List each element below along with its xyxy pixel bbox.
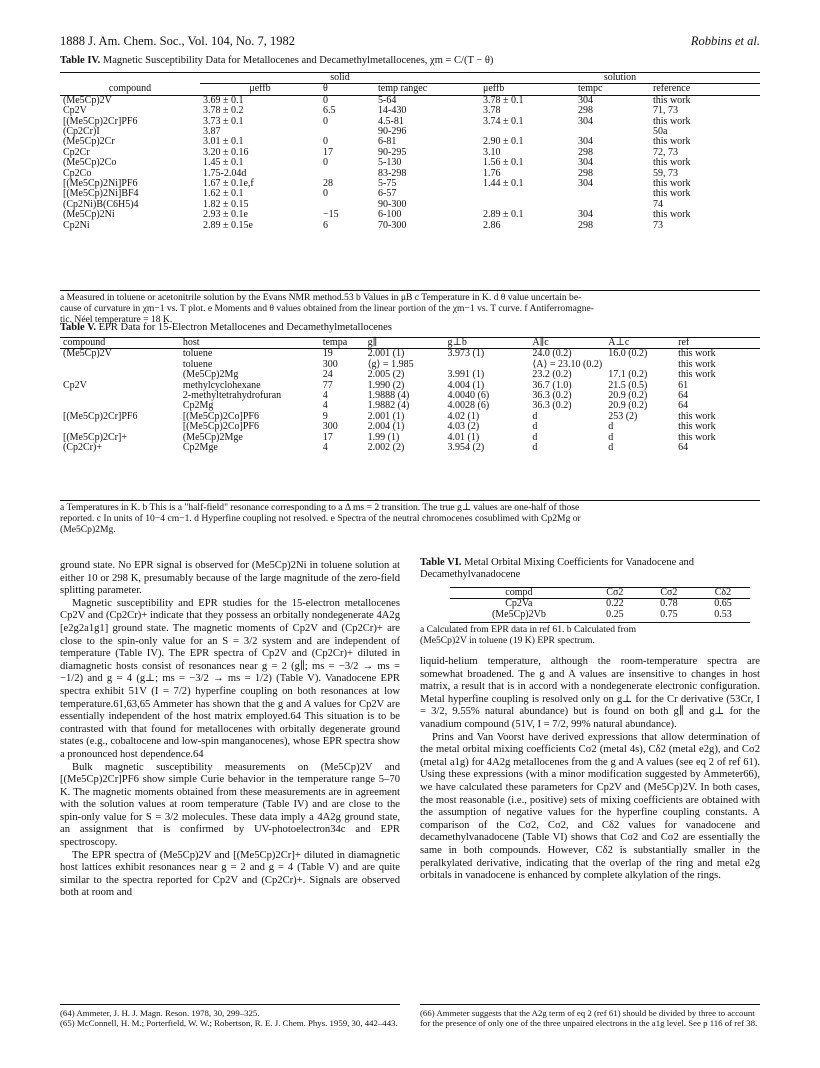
table4-cell: 0 <box>323 157 328 169</box>
table5-cell: Cp2Mg <box>182 400 214 412</box>
table4-cell: 304 <box>578 157 593 169</box>
table5-cell: 300 <box>322 358 338 370</box>
table5-cell: 2.005 (2) <box>367 369 405 381</box>
table4-cell: 14-430 <box>378 105 407 117</box>
table5-cell: Cp2V <box>63 379 87 391</box>
table5-cell: 3.973 (1) <box>447 348 485 360</box>
reference-entry: (66) Ammeter suggests that the A2g term of eq 2 (ref 61) should be divided by three to account for the presence of only one of the three unpaired electrons in the a1g level. See p 116 of ref 38. <box>420 1008 758 1029</box>
table4-cell: Cp2Cr <box>63 146 90 158</box>
table5-footnote: (Me5Cp)2Mg. <box>60 524 116 535</box>
table4-footnote: a Measured in toluene or acetonitrile solution by the Evans NMR method.53 b Values in μB c Temperature in K. d θ value uncertain be- <box>60 292 582 303</box>
table4-cell: this work <box>653 209 691 221</box>
table5-cell: 4.0040 (6) <box>447 390 490 402</box>
table4-cell: this work <box>653 188 691 200</box>
table5-cell: 24 <box>322 369 333 381</box>
table4-cell: (Cp2Cr)I <box>63 126 100 138</box>
table5-column-header: compound <box>63 337 106 348</box>
table5-cell: 64 <box>678 390 689 402</box>
table5-cell: this work <box>678 348 716 360</box>
table4-cell: this work <box>653 136 691 148</box>
table4-cell: 1.45 ± 0.1 <box>203 157 244 169</box>
table5-cell: 4.02 (1) <box>447 410 480 422</box>
table6-header-row <box>450 588 750 599</box>
table4-cell: 2.89 ± 0.15e <box>203 219 253 231</box>
col-temp: tempc <box>578 83 603 95</box>
table5-title: EPR Data for 15-Electron Metallocenes and Decamethylmetallocenes <box>98 322 392 333</box>
table4-cell: 2.90 ± 0.1 <box>483 136 524 148</box>
table6 <box>450 587 750 620</box>
table4-cell: 5-64 <box>378 94 397 106</box>
table4-footnotes <box>60 292 760 325</box>
right-column-text <box>420 656 760 883</box>
table6-row <box>450 610 750 620</box>
table4-bottom-rule <box>60 290 760 291</box>
table5-cell: d <box>608 442 614 454</box>
left-column-text <box>60 560 400 900</box>
table4-cell: 1.44 ± 0.1 <box>483 178 524 190</box>
table4-cell: 3.69 ± 0.1 <box>203 94 244 106</box>
table5-row <box>60 443 760 453</box>
table5-cell: 64 <box>678 400 689 412</box>
table6-bottom-rule <box>450 622 750 623</box>
table5-cell: 253 (2) <box>608 410 638 422</box>
table5-cell: 4.0028 (6) <box>447 400 490 412</box>
table4-cell: 90-295 <box>378 146 407 158</box>
table4-cell: 83-298 <box>378 167 407 179</box>
table4-cell: 1.82 ± 0.15 <box>203 198 249 210</box>
table4-cell: 3.78 ± 0.2 <box>203 105 244 117</box>
table5-row <box>60 433 760 443</box>
col-reference: reference <box>653 83 691 95</box>
body-paragraph: Prins and Van Voorst have derived expressions that allow determination of the metal orbital mixing coefficients Cσ2 (metal 4s), Cδ2 (metal e2g), and Cσ2 (metal a1g) for 4A2g metallocenes from the g and A values (see eq 2 of ref 61). Using these expressions (with a minor modification suggested by Ammeter66), we have calculated these parameters for Cp2V and (Me5Cp)2V. In both cases, the most reasonable (i.e., positive) sets of mixing coefficients are obtained with the assumption of negative values for the hyperfine coupling constants. A comparison of the Cσ2, Cσ2, and Cδ2 values for vanadocene and decamethylvanadocene (Table VI) shows that Cσ2 and Cσ2 are essentially the same in both compounds. However, Cδ2 is substantially smaller in the peralkylated derivative, indicating that the overlap of the ring and metal e2g orbitals in vanadocene is enhanced by complete alkylation of the rings. <box>420 731 760 882</box>
table5-cell: 1.9882 (4) <box>367 400 410 412</box>
table5-row <box>60 381 760 391</box>
table5-cell: 4.004 (1) <box>447 379 485 391</box>
table5-cell: (Me5Cp)2V <box>63 348 112 360</box>
table6-footnote: a Calculated from EPR data in ref 61. b Calculated from <box>420 624 637 635</box>
table4-cell: 73 <box>653 219 663 231</box>
table4-cell: 1.67 ± 0.1e,f <box>203 178 254 190</box>
table5-cell: 4 <box>322 390 328 402</box>
table5-cell: 3.954 (2) <box>447 442 485 454</box>
table4-cell: 6-81 <box>378 136 397 148</box>
table5-cell: 1.99 (1) <box>367 431 400 443</box>
table4-cell: 298 <box>578 167 593 179</box>
table5-cell: 24.0 (0.2) <box>532 348 572 360</box>
table5-cell: 64 <box>678 442 689 454</box>
table5-cell: d <box>608 431 614 443</box>
table4-cell: 1.62 ± 0.1 <box>203 188 244 200</box>
table4-cell: 0 <box>323 94 328 106</box>
table5-cell: 1.9888 (4) <box>367 390 410 402</box>
table4-cell: −15 <box>323 209 339 221</box>
table5-column-header: tempa <box>322 337 348 348</box>
table4-cell: 5-130 <box>378 157 402 169</box>
table4-cell: 3.87 <box>203 126 221 138</box>
table5-cell: 9 <box>322 410 328 422</box>
table5-cell: 4.01 (1) <box>447 431 480 443</box>
table4-cell: 2.86 <box>483 219 501 231</box>
table6-cell: 0.78 <box>660 598 678 610</box>
table5-row <box>60 391 760 401</box>
table5-row <box>60 370 760 380</box>
table4-footnote: tic. Néel temperature = 18 K. <box>60 314 173 325</box>
table5-cell: ⟨A⟩ = 23.10 (0.2) <box>532 358 603 370</box>
group-solid: solid <box>200 73 480 84</box>
table4-cell: 3.78 ± 0.1 <box>483 94 524 106</box>
table5-cell: 77 <box>322 379 333 391</box>
table4-cell: 304 <box>578 209 593 221</box>
table4-cell: 70-300 <box>378 219 407 231</box>
table5-column-header: host <box>182 337 200 348</box>
table5-cell: (Me5Cp)2Mge <box>182 431 243 443</box>
table6-column-header: Cσ2 <box>606 587 624 598</box>
table5-bottom-rule <box>60 500 760 501</box>
table6-footnotes <box>420 624 760 646</box>
table4-label: Table IV. <box>60 55 101 66</box>
table6-body <box>450 599 750 620</box>
table4-cell: Cp2Ni <box>63 219 90 231</box>
table4-cell: 2.93 ± 0.1e <box>203 209 248 221</box>
table4 <box>60 72 760 231</box>
table4-cell: 28 <box>323 178 333 190</box>
table4-title: Magnetic Susceptibility Data for Metallocenes and Decamethylmetallocenes, χm = C/(T − θ) <box>102 55 494 66</box>
table5-cell: this work <box>678 431 716 443</box>
table5-cell: 19 <box>322 348 333 360</box>
table5-cell: 17 <box>322 431 333 443</box>
table6-column-header: compd <box>505 587 533 598</box>
table4-cell: (Me5Cp)2V <box>63 94 112 106</box>
table4-cell: 304 <box>578 115 593 127</box>
body-paragraph: Magnetic susceptibility and EPR studies for the 15-electron metallocenes Cp2V and (Cp2Cr)+ indicate that they possess an orbitally nondegenerate 4A2g [e2g2a1g1] ground state. The magnetic moments of Cp2V and (Cp2Cr)+ are close to the spin-only value for an S = 3/2 system and are independent of temperature (Table IV). The EPR spectra of Cp2V and (Cp2Cr)+ diluted in diamagnetic hosts consist of resonances near g = 2 (g∥; ms = −3/2 → ms = −1/2) and g = 4 (g⊥; ms = −3/2 → ms = 1/2) (Table V). Vanadocene EPR spectra exhibit 51V (I = 7/2) hyperfine coupling on both resonances at low temperature.61,63,65 Ammeter has shown that the g and A values for Cp2V are essentially independent of the host matrix employed.64 This situation is to be contrasted with that found for metallocenes with orbitally degenerate ground states (e.g., cobaltocene and low-spin manganocenes), whose EPR spectra show a pronounced host dependence.64 <box>60 597 400 760</box>
table4-cell: 3.73 ± 0.1 <box>203 115 244 127</box>
table5-cell: [(Me5Cp)2Cr]PF6 <box>63 410 138 422</box>
table5-cell: 36.3 (0.2) <box>532 390 572 402</box>
table5-column-header: ref <box>678 337 690 348</box>
table5-cell: 4 <box>322 400 328 412</box>
table4-cell: 304 <box>578 94 593 106</box>
col-mueff-solution: μeffb <box>483 83 505 95</box>
table4-body <box>60 95 760 231</box>
table4-cell: 298 <box>578 146 593 158</box>
table4-cell: (Cp2Ni)B(C6H5)4 <box>63 198 139 210</box>
table5-cell: ⟨g⟩ = 1.985 <box>367 358 414 370</box>
table5-cell: (Me5Cp)2Mg <box>182 369 239 381</box>
table5-cell: 2.001 (1) <box>367 410 405 422</box>
table5-cell <box>60 391 180 401</box>
table4-cell: (Me5Cp)2Cr <box>63 136 115 148</box>
table5-column-header: g⊥b <box>447 337 467 348</box>
table5-cell: d <box>532 410 538 422</box>
table5-cell: this work <box>678 358 716 370</box>
table5-footnotes <box>60 502 760 535</box>
table5-column-header: A∥c <box>532 337 549 348</box>
table4-cell: 298 <box>578 105 593 117</box>
table5-cell: 3.991 (1) <box>447 369 485 381</box>
table5-row <box>60 401 760 411</box>
table4-cell: 304 <box>578 136 593 148</box>
table4-cell: 1.75-2.04d <box>203 167 247 179</box>
table4-cell: 90-300 <box>378 198 407 210</box>
table4-cell: 6.5 <box>323 105 336 117</box>
table4-cell: 0 <box>323 188 328 200</box>
table4-cell: 59, 73 <box>653 167 678 179</box>
table4-cell: 304 <box>578 178 593 190</box>
table6-column-header: Cσ2 <box>660 587 678 598</box>
table5-column-header: A⊥c <box>608 337 630 348</box>
table6-cell: Cp2Va <box>505 598 533 610</box>
table4-cell <box>480 189 575 199</box>
table4-cell: 0 <box>323 115 328 127</box>
table4-cell: 74 <box>653 198 663 210</box>
table6-cell: 0.75 <box>660 608 678 620</box>
references-left <box>60 1008 400 1028</box>
table5-row <box>60 422 760 432</box>
table5-cell: this work <box>678 369 716 381</box>
references-right <box>420 1008 760 1028</box>
table5-cell: 17.1 (0.2) <box>608 369 648 381</box>
table6-cell: 0.65 <box>714 598 732 610</box>
col-theta: θ <box>323 83 328 95</box>
refs-right-rule <box>420 1004 760 1005</box>
table5-cell: 4 <box>322 442 328 454</box>
table4-cell: 6-57 <box>378 188 397 200</box>
table6-cell: 0.53 <box>714 608 732 620</box>
table6-caption <box>420 557 760 581</box>
table5-cell: this work <box>678 410 716 422</box>
reference-entry: (64) Ammeter, J. H. J. Magn. Reson. 1978, 30, 299–325. <box>60 1008 260 1018</box>
table6-cell: (Me5Cp)2Vb <box>491 608 546 620</box>
table4-cell: [(Me5Cp)2Ni]PF6 <box>63 178 138 190</box>
table5-cell: 4.03 (2) <box>447 421 480 433</box>
table4-caption <box>60 55 760 66</box>
table5-cell: Cp2Mge <box>182 442 218 454</box>
table5-cell: 2-methyltetrahydrofuran <box>182 390 282 402</box>
table5-header-row <box>60 338 760 349</box>
table4-cell: 298 <box>578 219 593 231</box>
group-solution: solution <box>480 73 760 84</box>
table4-cell: 2.89 ± 0.1 <box>483 209 524 221</box>
table4-cell: this work <box>653 157 691 169</box>
table5-cell: 1.990 (2) <box>367 379 405 391</box>
table4-cell: [(Me5Cp)2Ni]BF4 <box>63 188 139 200</box>
table4-cell: (Me5Cp)2Co <box>63 157 117 169</box>
table5-cell: methylcyclohexane <box>182 379 261 391</box>
table4-cell <box>320 127 375 137</box>
table4-cell: 50a <box>653 126 668 138</box>
table6-title: Metal Orbital Mixing Coefficients for Vanadocene and <box>464 557 695 568</box>
refs-left-rule <box>60 1004 400 1005</box>
table5-cell: 23.2 (0.2) <box>532 369 572 381</box>
table4-cell: 72, 73 <box>653 146 678 158</box>
table4-cell: 90-296 <box>378 126 407 138</box>
table5-cell: 36.3 (0.2) <box>532 400 572 412</box>
table5 <box>60 337 760 453</box>
table5-row <box>60 360 760 370</box>
table6-title-line2: Decamethylvanadocene <box>420 569 521 580</box>
table6-column-header: Cδ2 <box>714 587 732 598</box>
table4-cell: Cp2Co <box>63 167 92 179</box>
table4-cell: 4.5-81 <box>378 115 404 127</box>
table5-column-header: g∥ <box>367 337 378 348</box>
table5-cell: 61 <box>678 379 689 391</box>
table5-cell: toluene <box>182 358 213 370</box>
table4-cell: this work <box>653 178 691 190</box>
body-paragraph: liquid-helium temperature, although the room-temperature spectra are somewhat broadened. The g and A values are insensitive to changes in host matrix, a result that is in accord with a nondegenerate electronic configuration. Metal hyperfine coupling is resolved only on g⊥ for the Cr derivative (53Cr, I = 3/2, 9.55% natural abundance) but is found on both g∥ and g⊥ for the vanadium compound (51V, I = 7/2, 99% natural abundance). <box>420 656 760 730</box>
table5-cell: d <box>532 431 538 443</box>
table4-cell: [(Me5Cp)2Cr]PF6 <box>63 115 138 127</box>
table5-cell: this work <box>678 421 716 433</box>
table6-cell: 0.25 <box>606 608 624 620</box>
table5-footnote: a Temperatures in K. b This is a "half-field" resonance corresponding to a Δ ms = 2 transition. The true g⊥ values are one-half of those <box>60 502 580 513</box>
table4-cell: 3.10 <box>483 146 501 158</box>
table4-cell: 1.56 ± 0.1 <box>483 157 524 169</box>
table4-cell: this work <box>653 115 691 127</box>
table4-cell: 3.01 ± 0.1 <box>203 136 244 148</box>
table5-cell: 20.9 (0.2) <box>608 400 648 412</box>
table4-cell: 0 <box>323 136 328 148</box>
table4-cell: 6 <box>323 219 328 231</box>
header-authors: Robbins et al. <box>690 34 760 48</box>
table5-cell: 21.5 (0.5) <box>608 379 648 391</box>
table5-footnote: reported. c In units of 10−4 cm−1. d Hyperfine coupling not resolved. e Spectra of the neutral chromocenes cosublimed with Cp2Mg or <box>60 513 581 524</box>
table5-cell: toluene <box>182 348 213 360</box>
table5-row <box>60 412 760 422</box>
body-paragraph: ground state. No EPR signal is observed for (Me5Cp)2Ni in toluene solution at either 10 or 298 K, presumably because of the large magnitude of the zero-field splitting parameter. <box>60 560 400 597</box>
table5-cell: 300 <box>322 421 338 433</box>
table4-cell: 71, 73 <box>653 105 678 117</box>
col-temp-range: temp rangec <box>378 83 428 95</box>
table5-label: Table V. <box>60 322 96 333</box>
table5-cell: 20.9 (0.2) <box>608 390 648 402</box>
table6-cell: 0.22 <box>606 598 624 610</box>
table5-cell: [(Me5Cp)2Cr]+ <box>63 431 127 443</box>
table4-footnote: cause of curvature in χm−1 vs. T plot. e Moments and θ values obtained from the linear portion of the χm−1 vs. T curve. f Antiferromagne- <box>60 303 594 314</box>
table4-row <box>60 221 760 231</box>
table6-label: Table VI. <box>420 557 462 568</box>
table5-body <box>60 349 760 454</box>
table4-cell <box>575 189 650 199</box>
body-paragraph: Bulk magnetic susceptibility measurements on (Me5Cp)2V and [(Me5Cp)2Cr]PF6 show simple Curie behavior in the temperature range 5–70 K. The magnetic moments obtained from these measurements are in agreement with the solution values at room temperature (Table IV) and are close to the spin-only value for S = 3/2 molecules. These data imply a 4A2g ground state, an assignment that is confirmed by UV-photoelectron34c and EPR spectroscopy. <box>60 761 400 849</box>
table5-caption <box>60 322 760 333</box>
table5-cell <box>60 360 180 370</box>
table4-cell: 6-100 <box>378 209 402 221</box>
table4-cell: this work <box>653 94 691 106</box>
table5-cell: 36.7 (1.0) <box>532 379 572 391</box>
table4-cell: 3.78 <box>483 105 501 117</box>
table6-footnote: (Me5Cp)2V in toluene (19 K) EPR spectrum. <box>420 635 595 646</box>
table5-cell: [(Me5Cp)2Co]PF6 <box>182 410 259 422</box>
table5-cell: [(Me5Cp)2Co]PF6 <box>182 421 259 433</box>
table5-cell: (Cp2Cr)+ <box>63 442 102 454</box>
table4-cell: 1.76 <box>483 167 501 179</box>
table5-cell: d <box>532 442 538 454</box>
table4-cell: 5-75 <box>378 178 397 190</box>
table5-cell: 2.004 (1) <box>367 421 405 433</box>
table5-cell: 2.001 (1) <box>367 348 405 360</box>
table4-cell: (Me5Cp)2Ni <box>63 209 115 221</box>
body-paragraph: The EPR spectra of (Me5Cp)2V and [(Me5Cp)2Cr]+ diluted in diamagnetic host lattices exhibit resonances near g = 2 and g = 4 (Table V) and are quite similar to the spectra reported for Cp2V and (Cp2Cr)+. Signals are observed both at room and <box>60 849 400 899</box>
reference-entry: (65) McConnell, H. M.; Porterfield, W. W.; Robertson, R. E. J. Chem. Phys. 1959, 30, 442–443. <box>60 1018 398 1029</box>
table4-cell: 17 <box>323 146 333 158</box>
table5-cell: 16.0 (0.2) <box>608 348 648 360</box>
table4-cell: Cp2V <box>63 105 87 117</box>
table4-cell: 3.20 ± 0.16 <box>203 146 249 158</box>
table5-cell: d <box>608 421 614 433</box>
table4-cell: 3.74 ± 0.1 <box>483 115 524 127</box>
table5-cell: 2.002 (2) <box>367 442 405 454</box>
header-citation: 1888 J. Am. Chem. Soc., Vol. 104, No. 7, 1982 <box>60 34 295 48</box>
table5-cell: d <box>532 421 538 433</box>
col-mueff: μeffb <box>249 83 271 95</box>
col-compound: compound <box>108 82 152 94</box>
